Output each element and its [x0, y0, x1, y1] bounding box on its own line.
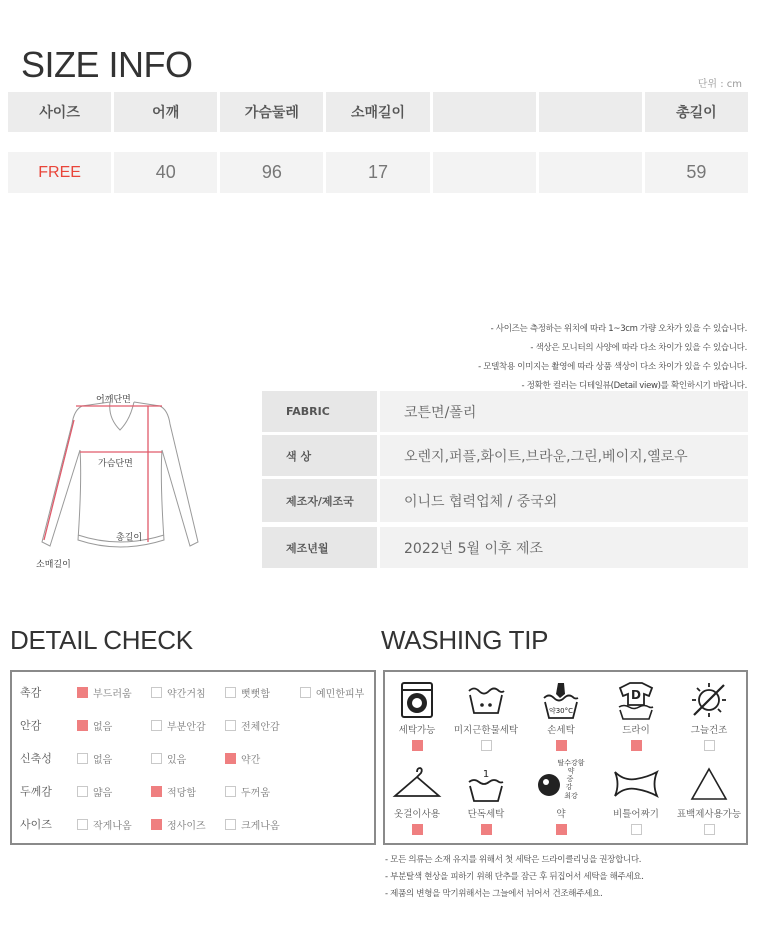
checkbox-icon[interactable]: [481, 740, 492, 751]
wash-item: [601, 680, 671, 751]
info-label: 색 상: [262, 435, 377, 476]
info-label: 제조자/제조국: [262, 479, 377, 522]
detail-option[interactable]: [77, 718, 112, 733]
checkbox-checked-icon[interactable]: [151, 786, 162, 797]
checkbox-checked-icon[interactable]: [631, 740, 642, 751]
detail-row-size: [12, 817, 374, 831]
detail-row-label: 촉감: [20, 686, 42, 699]
shirt-outline-icon: [22, 390, 242, 580]
spin-level-label: 최강: [564, 792, 578, 800]
wash-item: [382, 680, 452, 751]
info-row-maker: [262, 479, 748, 522]
wash-item: [674, 680, 744, 751]
checkbox-icon[interactable]: [77, 753, 88, 764]
checkbox-checked-icon[interactable]: [151, 819, 162, 830]
spin-level-label: 중: [566, 775, 574, 783]
size-cell: [539, 152, 642, 193]
detail-row-lining: [12, 718, 374, 732]
option-label: 얇음: [93, 787, 113, 799]
wash-item-label: 미지근한물세탁: [453, 725, 519, 736]
checkbox-icon[interactable]: [77, 819, 88, 830]
length-label: 총길이: [116, 533, 143, 543]
separate-wash-number: 1: [482, 769, 490, 780]
size-cell: 59: [645, 152, 748, 193]
option-label: 뻣뻣함: [241, 688, 270, 700]
detail-option[interactable]: [225, 685, 270, 700]
note-line: - 사이즈는 측정하는 위치에 따라 1~3cm 가량 오차가 있을 수 있습니다.: [490, 324, 747, 334]
size-cell: 17: [326, 152, 429, 193]
wash-item-label: 드라이: [622, 725, 650, 736]
checkbox-icon[interactable]: [225, 720, 236, 731]
wash-item-label: 표백제사용가능: [676, 809, 742, 820]
sleeve-label: 소매길이: [36, 560, 71, 570]
detail-row-touch: [12, 685, 374, 699]
size-header-cell: 어깨: [114, 92, 217, 132]
checkbox-checked-icon[interactable]: [556, 740, 567, 751]
option-label: 정사이즈: [167, 820, 206, 832]
note-line: - 부분탈색 현상을 피하기 위해 단추를 잠근 후 뒤집어서 세탁을 해주세요.: [385, 872, 644, 882]
unit-label: 단위 : cm: [697, 79, 742, 90]
detail-row-label: 신축성: [20, 752, 52, 765]
hand-wash-icon: [541, 680, 581, 720]
product-info-table: [262, 391, 748, 571]
info-value: 2022년 5월 이후 제조: [380, 527, 748, 568]
wash-item: [601, 764, 671, 835]
checkbox-checked-icon[interactable]: [481, 824, 492, 835]
detail-option[interactable]: [225, 784, 270, 799]
shade-dry-icon: [690, 681, 728, 719]
wash-item: [382, 764, 452, 835]
size-header-cell: 총길이: [645, 92, 748, 132]
option-label: 없음: [93, 721, 113, 733]
spin-level-label: 탈수강함: [557, 759, 585, 767]
size-table-row: [8, 152, 748, 193]
size-cell: 96: [220, 152, 323, 193]
wash-item-label: 약: [556, 809, 566, 820]
dry-clean-letter: D: [631, 688, 641, 702]
size-header-cell: 사이즈: [8, 92, 111, 132]
wring-icon: [612, 769, 660, 799]
detail-option[interactable]: [151, 685, 206, 700]
info-row-date: [262, 527, 748, 568]
detail-option[interactable]: [225, 718, 280, 733]
checkbox-checked-icon[interactable]: [77, 687, 88, 698]
checkbox-icon[interactable]: [151, 720, 162, 731]
note-line: - 색상은 모니터의 사양에 따라 다소 차이가 있을 수 있습니다.: [530, 343, 747, 353]
detail-row-stretch: [12, 751, 374, 765]
size-header-cell: [539, 92, 642, 132]
note-line: - 제품의 변형을 막기위해서는 그늘에서 뉘어서 건조해주세요.: [385, 889, 603, 899]
checkbox-icon[interactable]: [631, 824, 642, 835]
detail-option[interactable]: [77, 685, 132, 700]
shoulder-label: 어깨단면: [96, 395, 131, 405]
detail-option[interactable]: [151, 718, 206, 733]
wash-basin-icon: [466, 683, 506, 717]
washing-notes: [385, 852, 644, 903]
detail-check-box: [10, 670, 376, 845]
checkbox-icon[interactable]: [300, 687, 311, 698]
size-header-cell: 가슴둘레: [220, 92, 323, 132]
info-value: 이니드 협력업체 / 중국외: [380, 479, 748, 522]
note-line: - 정확한 컬러는 디테일뷰(Detail view)를 확인하시기 바랍니다.: [521, 381, 747, 391]
detail-option[interactable]: [151, 817, 206, 832]
garment-diagram: [22, 390, 242, 580]
hand-wash-temp: 약30°C: [548, 707, 574, 715]
size-header-cell: [433, 92, 536, 132]
option-label: 작게나옴: [93, 820, 132, 832]
info-value: 코튼면/폴리: [380, 391, 748, 432]
detail-option[interactable]: [300, 685, 364, 700]
spin-level-label: 강: [565, 783, 573, 791]
spin-dry-icon: [531, 759, 591, 803]
option-label: 적당함: [167, 787, 196, 799]
detail-row-thickness: [12, 784, 374, 798]
separate-wash-icon: [466, 765, 506, 803]
detail-option[interactable]: [151, 751, 186, 766]
size-cell: FREE: [8, 152, 111, 193]
checkbox-icon[interactable]: [151, 687, 162, 698]
option-label: 있음: [167, 754, 187, 766]
size-cell: 40: [114, 152, 217, 193]
detail-option[interactable]: [77, 784, 112, 799]
info-row-color: [262, 435, 748, 476]
checkbox-icon[interactable]: [704, 740, 715, 751]
detail-row-label: 안감: [20, 719, 42, 732]
size-header-cell: 소매길이: [326, 92, 429, 132]
wash-item: [451, 764, 521, 835]
info-label: 제조년월: [262, 527, 377, 568]
size-table: [8, 92, 748, 193]
checkbox-icon[interactable]: [225, 687, 236, 698]
info-value: 오렌지,퍼플,화이트,브라운,그린,베이지,옐로우: [380, 435, 748, 476]
checkbox-icon[interactable]: [704, 824, 715, 835]
detail-option[interactable]: [225, 751, 260, 766]
wash-item: [674, 764, 744, 835]
wash-item-label: 세탁가능: [398, 725, 436, 736]
info-label: FABRIC: [262, 391, 377, 432]
checkbox-icon[interactable]: [77, 786, 88, 797]
spin-level-label: 약: [567, 767, 575, 775]
wash-item-label: 손세탁: [547, 725, 575, 736]
detail-option[interactable]: [77, 817, 132, 832]
chest-label: 가슴단면: [98, 459, 133, 469]
dry-clean-icon: [616, 680, 656, 720]
checkbox-checked-icon[interactable]: [225, 753, 236, 764]
wash-item-label: 비틀어짜기: [613, 809, 659, 820]
checkbox-checked-icon[interactable]: [412, 824, 423, 835]
note-line: - 모든 의류는 소재 유지를 위해서 첫 세탁은 드라이클리닝을 권장합니다.: [385, 855, 642, 865]
option-label: 부드러움: [93, 688, 132, 700]
option-label: 없음: [93, 754, 113, 766]
checkbox-checked-icon[interactable]: [412, 740, 423, 751]
size-info-title: SIZE INFO: [21, 44, 193, 85]
detail-row-label: 사이즈: [20, 818, 52, 831]
size-notes: [478, 320, 747, 396]
checkbox-checked-icon[interactable]: [77, 720, 88, 731]
option-label: 크게나옴: [241, 820, 280, 832]
detail-row-label: 두께감: [20, 785, 52, 798]
option-label: 부분안감: [167, 721, 206, 733]
wash-item: [451, 680, 521, 751]
detail-option[interactable]: [77, 751, 112, 766]
checkbox-icon[interactable]: [225, 786, 236, 797]
option-label: 약간거침: [167, 688, 206, 700]
option-label: 예민한피부: [316, 688, 365, 700]
checkbox-icon[interactable]: [151, 753, 162, 764]
wash-item-label: 단독세탁: [467, 809, 505, 820]
hanger-icon: [391, 766, 443, 802]
info-row-fabric: [262, 391, 748, 432]
detail-option[interactable]: [151, 784, 196, 799]
washing-tip-box: [383, 670, 748, 845]
size-table-header: [8, 92, 748, 132]
washing-tip-title: WASHING TIP: [381, 625, 549, 655]
checkbox-checked-icon[interactable]: [556, 824, 567, 835]
option-label: 두꺼움: [241, 787, 270, 799]
washing-machine-icon: [400, 681, 434, 719]
option-label: 약간: [241, 754, 261, 766]
wash-item-label: 옷걸이사용: [394, 809, 440, 820]
checkbox-icon[interactable]: [225, 819, 236, 830]
note-line: - 모델착용 이미지는 촬영에 따라 상품 색상이 다소 차이가 있을 수 있습니다.: [478, 362, 747, 372]
detail-check-title: DETAIL CHECK: [10, 625, 193, 655]
option-label: 전체안감: [241, 721, 280, 733]
wash-item: [526, 680, 596, 751]
detail-option[interactable]: [225, 817, 280, 832]
size-cell: [433, 152, 536, 193]
wash-item: [526, 759, 596, 835]
bleach-icon: [689, 766, 729, 802]
wash-item-label: 그늘건조: [690, 725, 728, 736]
